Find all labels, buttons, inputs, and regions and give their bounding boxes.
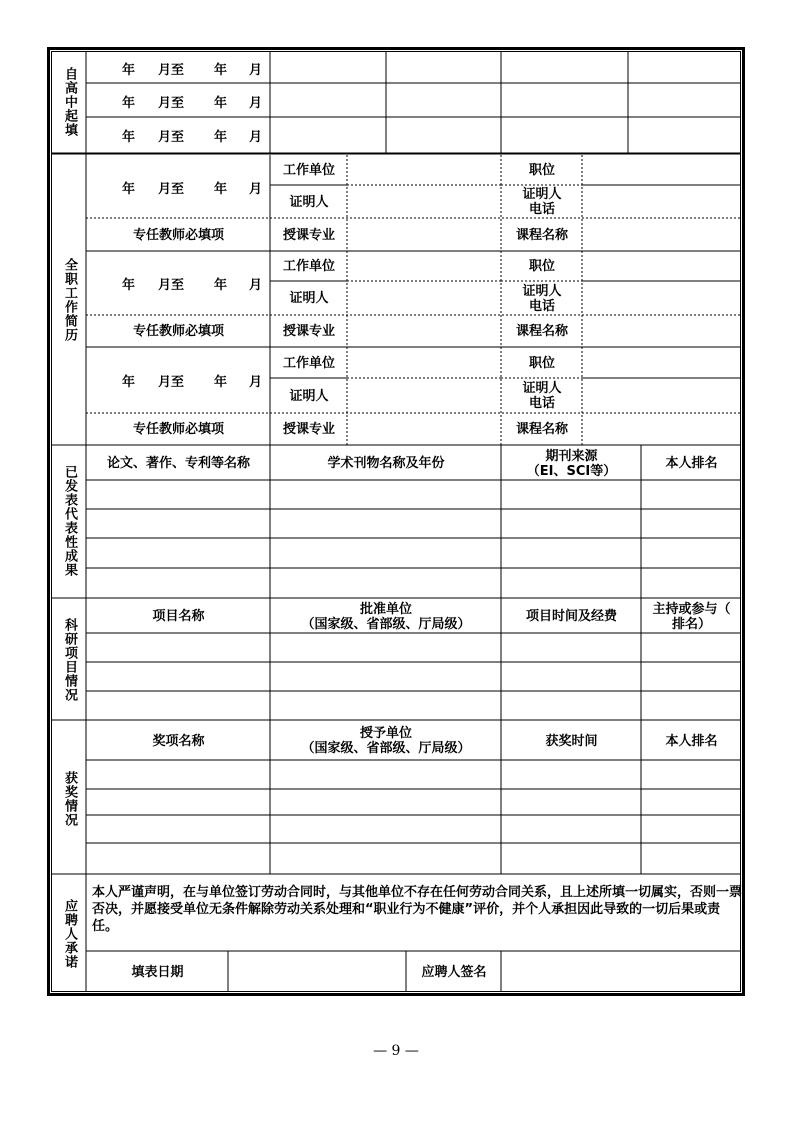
fill-date-label: 填表日期 xyxy=(131,964,184,980)
course-label: 课程名称 xyxy=(515,227,568,243)
achievements-header-journal: 学术刊物名称及年份 xyxy=(327,456,445,471)
signature-field[interactable] xyxy=(502,952,741,992)
employer-label: 工作单位 xyxy=(282,259,335,274)
month-to-label: 月至 xyxy=(158,181,185,197)
work-date-range[interactable] xyxy=(87,348,269,413)
awards-header-rank: 本人排名 xyxy=(665,733,718,749)
month-to-label: 月至 xyxy=(158,62,185,78)
month-label: 月 xyxy=(249,95,263,111)
year-label: 年 xyxy=(214,62,228,78)
major-label: 授课专业 xyxy=(282,227,335,243)
research-header-role: 主持或参与（ 排名） xyxy=(652,601,731,632)
high-school-date-range[interactable] xyxy=(87,84,269,118)
witness-phone-label: 证明人 电话 xyxy=(522,187,562,217)
month-label: 月 xyxy=(249,375,263,390)
year-label: 年 xyxy=(214,181,228,197)
work-date-range[interactable] xyxy=(87,156,269,218)
witness-phone-label: 证明人 电话 xyxy=(522,283,562,314)
page-number: — 9 — xyxy=(373,1043,419,1059)
achievements-header-source: 期刊来源 （EI、SCI等） xyxy=(526,448,617,479)
year-label: 年 xyxy=(122,375,136,390)
section-label-pledge: 应聘人承诺 xyxy=(62,898,77,969)
witness-label: 证明人 xyxy=(289,291,329,306)
signature-label: 应聘人签名 xyxy=(421,964,487,980)
achievements-header-rank: 本人排名 xyxy=(665,456,718,471)
year-label: 年 xyxy=(214,129,228,145)
pledge-statement: 本人严谨声明，在与单位签订劳动合同时，与其他单位不存在任何劳动合同关系，且上述所填一切属实，否则一票否决，并愿接受单位无条件解除劳动关系处理和“职业行为不健康”评价，并个人承担因此导致的一切后果或责任。 xyxy=(92,885,743,934)
research-header-name: 项目名称 xyxy=(152,609,205,624)
position-label: 职位 xyxy=(528,355,555,371)
month-to-label: 月至 xyxy=(158,129,185,145)
major-label: 授课专业 xyxy=(282,422,335,437)
work-date-range[interactable] xyxy=(87,252,269,315)
witness-label: 证明人 xyxy=(289,194,329,210)
year-label: 年 xyxy=(214,375,228,390)
position-label: 职位 xyxy=(528,259,555,274)
year-label: 年 xyxy=(122,129,136,145)
course-label: 课程名称 xyxy=(515,422,568,437)
awards-header-grantor: 授予单位 （国家级、省部级、厅局级） xyxy=(301,726,471,756)
year-label: 年 xyxy=(122,95,136,111)
year-label: 年 xyxy=(214,278,228,293)
section-label-work-history: 全职工作简历 xyxy=(62,258,77,342)
year-label: 年 xyxy=(122,62,136,78)
year-label: 年 xyxy=(122,278,136,293)
position-label: 职位 xyxy=(528,163,555,178)
high-school-date-range[interactable] xyxy=(87,53,269,83)
month-to-label: 月至 xyxy=(158,95,185,111)
witness-phone-label: 证明人 电话 xyxy=(522,381,562,411)
high-school-date-range[interactable] xyxy=(87,118,269,152)
achievements-header-title: 论文、著作、专利等名称 xyxy=(106,456,250,471)
teacher-required-note: 专任教师必填项 xyxy=(132,422,224,437)
section-label-high-school: 自高中起填 xyxy=(62,67,77,137)
section-label-achievements: 已发表代表性成果 xyxy=(62,465,77,577)
research-header-approver: 批准单位 （国家级、省部级、厅局级） xyxy=(301,601,471,632)
witness-label: 证明人 xyxy=(289,388,329,404)
employer-label: 工作单位 xyxy=(282,355,335,371)
teacher-required-note: 专任教师必填项 xyxy=(132,324,224,339)
awards-header-name: 奖项名称 xyxy=(152,733,205,749)
major-label: 授课专业 xyxy=(282,324,335,339)
course-label: 课程名称 xyxy=(515,324,568,339)
month-to-label: 月至 xyxy=(158,278,185,293)
year-label: 年 xyxy=(214,95,228,111)
research-header-time-funding: 项目时间及经费 xyxy=(525,609,617,624)
section-label-awards: 获奖情况 xyxy=(62,771,77,827)
awards-header-time: 获奖时间 xyxy=(545,733,598,749)
month-label: 月 xyxy=(249,129,263,145)
section-label-research: 科研项目情况 xyxy=(62,618,77,702)
month-label: 月 xyxy=(249,181,263,197)
month-to-label: 月至 xyxy=(158,375,185,390)
year-label: 年 xyxy=(122,181,136,197)
month-label: 月 xyxy=(249,278,263,293)
month-label: 月 xyxy=(249,62,263,78)
employer-label: 工作单位 xyxy=(282,163,335,178)
fill-date-field[interactable] xyxy=(229,952,406,992)
teacher-required-note: 专任教师必填项 xyxy=(132,227,224,243)
